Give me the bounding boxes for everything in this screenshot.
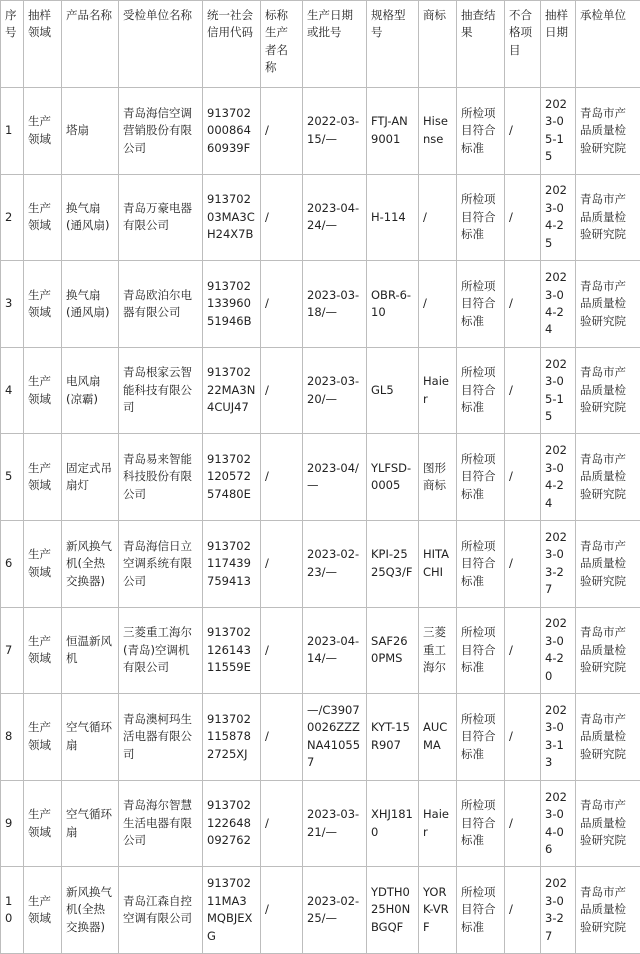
product-name-cell: 换气扇(通风扇) (62, 174, 119, 261)
trademark-cell: YORK-VRF (419, 867, 457, 954)
result-cell: 所检项目符合标准 (457, 694, 505, 781)
production-date-cell: 2023-02-23/— (303, 520, 367, 607)
header-credit-code: 统一社会信用代码 (203, 1, 261, 88)
credit-code-cell: 91370213396051946B (203, 261, 261, 348)
sampling-date-cell: 2023-04-06 (541, 780, 576, 867)
inspected-unit-cell: 青岛万豪电器有限公司 (119, 174, 203, 261)
nominal-producer-cell: / (261, 261, 303, 348)
credit-code-cell: 91370211MA3MQBJEXG (203, 867, 261, 954)
seq-cell: 10 (1, 867, 24, 954)
result-cell: 所检项目符合标准 (457, 88, 505, 175)
model-cell: H-114 (367, 174, 419, 261)
header-sampling-date: 抽样日期 (541, 1, 576, 88)
nominal-producer-cell: / (261, 780, 303, 867)
table-row (1, 520, 640, 607)
failed-items-cell: / (505, 607, 541, 694)
sampling-date-cell: 2023-04-24 (541, 434, 576, 521)
table-row (1, 261, 640, 348)
nominal-producer-cell: / (261, 867, 303, 954)
inspected-unit-cell: 青岛江森自控空调有限公司 (119, 867, 203, 954)
inspection-agency-cell: 青岛市产品质量检验研究院 (576, 174, 640, 261)
seq-cell: 1 (1, 88, 24, 175)
table-row (1, 434, 640, 521)
table-row (1, 607, 640, 694)
header-sampling-field: 抽样领域 (24, 1, 62, 88)
result-cell: 所检项目符合标准 (457, 867, 505, 954)
inspection-agency-cell: 青岛市产品质量检验研究院 (576, 867, 640, 954)
trademark-cell: HITACHI (419, 520, 457, 607)
inspection-agency-cell: 青岛市产品质量检验研究院 (576, 434, 640, 521)
table-row (1, 780, 640, 867)
table-row (1, 88, 640, 175)
production-date-cell: 2023-02-25/— (303, 867, 367, 954)
seq-cell: 4 (1, 347, 24, 434)
inspection-agency-cell: 青岛市产品质量检验研究院 (576, 261, 640, 348)
result-cell: 所检项目符合标准 (457, 347, 505, 434)
nominal-producer-cell: / (261, 520, 303, 607)
inspection-agency-cell: 青岛市产品质量检验研究院 (576, 520, 640, 607)
inspected-unit-cell: 青岛根家云智能科技有限公司 (119, 347, 203, 434)
table-row (1, 867, 640, 954)
production-date-cell: 2023-04-14/— (303, 607, 367, 694)
failed-items-cell: / (505, 867, 541, 954)
trademark-cell: Haier (419, 780, 457, 867)
trademark-cell: / (419, 261, 457, 348)
result-cell: 所检项目符合标准 (457, 261, 505, 348)
header-inspected-unit: 受检单位名称 (119, 1, 203, 88)
model-cell: SAF260PMS (367, 607, 419, 694)
product-name-cell: 空气循环扇 (62, 694, 119, 781)
credit-code-cell: 913702117439759413 (203, 520, 261, 607)
result-cell: 所检项目符合标准 (457, 434, 505, 521)
header-failed-items: 不合格项目 (505, 1, 541, 88)
sampling-date-cell: 2023-04-20 (541, 607, 576, 694)
trademark-cell: Hisense (419, 88, 457, 175)
sampling-field-cell: 生产领域 (24, 607, 62, 694)
product-name-cell: 新风换气机(全热交换器) (62, 520, 119, 607)
seq-cell: 6 (1, 520, 24, 607)
inspected-unit-cell: 青岛海尔智慧生活电器有限公司 (119, 780, 203, 867)
result-cell: 所检项目符合标准 (457, 607, 505, 694)
inspected-unit-cell: 青岛澳柯玛生活电器有限公司 (119, 694, 203, 781)
credit-code-cell: 91370203MA3CH24X7B (203, 174, 261, 261)
seq-cell: 2 (1, 174, 24, 261)
product-name-cell: 空气循环扇 (62, 780, 119, 867)
header-seq: 序号 (1, 1, 24, 88)
table-header-row (1, 1, 640, 88)
table-row (1, 347, 640, 434)
credit-code-cell: 913702115878 2725XJ (203, 694, 261, 781)
seq-cell: 9 (1, 780, 24, 867)
inspection-agency-cell: 青岛市产品质量检验研究院 (576, 347, 640, 434)
product-name-cell: 新风换气机(全热交换器) (62, 867, 119, 954)
production-date-cell: 2022-03-15/— (303, 88, 367, 175)
model-cell: GL5 (367, 347, 419, 434)
failed-items-cell: / (505, 261, 541, 348)
sampling-field-cell: 生产领域 (24, 347, 62, 434)
header-inspection-agency: 承检单位 (576, 1, 640, 88)
product-name-cell: 恒温新风机 (62, 607, 119, 694)
credit-code-cell: 91370212057257480E (203, 434, 261, 521)
table-row (1, 694, 640, 781)
model-cell: KPI-2525Q3/F (367, 520, 419, 607)
seq-cell: 8 (1, 694, 24, 781)
failed-items-cell: / (505, 347, 541, 434)
header-production-date: 生产日期或批号 (303, 1, 367, 88)
production-date-cell: 2023-04-24/— (303, 174, 367, 261)
nominal-producer-cell: / (261, 88, 303, 175)
sampling-date-cell: 2023-05-15 (541, 88, 576, 175)
seq-cell: 7 (1, 607, 24, 694)
sampling-field-cell: 生产领域 (24, 174, 62, 261)
production-date-cell: —/C39070026ZZZNA410557 (303, 694, 367, 781)
result-cell: 所检项目符合标准 (457, 174, 505, 261)
inspection-agency-cell: 青岛市产品质量检验研究院 (576, 607, 640, 694)
failed-items-cell: / (505, 520, 541, 607)
trademark-cell: AUCMA (419, 694, 457, 781)
nominal-producer-cell: / (261, 174, 303, 261)
sampling-date-cell: 2023-04-24 (541, 261, 576, 348)
failed-items-cell: / (505, 780, 541, 867)
product-name-cell: 塔扇 (62, 88, 119, 175)
product-name-cell: 固定式吊扇灯 (62, 434, 119, 521)
sampling-field-cell: 生产领域 (24, 434, 62, 521)
sampling-field-cell: 生产领域 (24, 88, 62, 175)
credit-code-cell: 91370212614311559E (203, 607, 261, 694)
model-cell: KYT-15R907 (367, 694, 419, 781)
production-date-cell: 2023-03-21/— (303, 780, 367, 867)
header-model: 规格型号 (367, 1, 419, 88)
sampling-field-cell: 生产领域 (24, 261, 62, 348)
sampling-date-cell: 2023-03-27 (541, 867, 576, 954)
trademark-cell: / (419, 174, 457, 261)
sampling-field-cell: 生产领域 (24, 694, 62, 781)
sampling-field-cell: 生产领域 (24, 520, 62, 607)
inspected-unit-cell: 青岛易来智能科技股份有限公司 (119, 434, 203, 521)
sampling-date-cell: 2023-03-27 (541, 520, 576, 607)
production-date-cell: 2023-04/— (303, 434, 367, 521)
nominal-producer-cell: / (261, 607, 303, 694)
seq-cell: 5 (1, 434, 24, 521)
production-date-cell: 2023-03-20/— (303, 347, 367, 434)
model-cell: FTJ-AN9001 (367, 88, 419, 175)
result-cell: 所检项目符合标准 (457, 780, 505, 867)
header-result: 抽查结果 (457, 1, 505, 88)
header-trademark: 商标 (419, 1, 457, 88)
nominal-producer-cell: / (261, 694, 303, 781)
production-date-cell: 2023-03-18/— (303, 261, 367, 348)
failed-items-cell: / (505, 694, 541, 781)
seq-cell: 3 (1, 261, 24, 348)
model-cell: YDTH025H0NBGQF (367, 867, 419, 954)
inspection-agency-cell: 青岛市产品质量检验研究院 (576, 88, 640, 175)
header-product-name: 产品名称 (62, 1, 119, 88)
inspected-unit-cell: 青岛海信日立空调系统有限公司 (119, 520, 203, 607)
trademark-cell: Haier (419, 347, 457, 434)
sampling-date-cell: 2023-03-13 (541, 694, 576, 781)
model-cell: XHJ1810 (367, 780, 419, 867)
failed-items-cell: / (505, 174, 541, 261)
credit-code-cell: 91370222MA3N4CUJ47 (203, 347, 261, 434)
table-row (1, 174, 640, 261)
credit-code-cell: 91370200086460939F (203, 88, 261, 175)
inspection-agency-cell: 青岛市产品质量检验研究院 (576, 694, 640, 781)
trademark-cell: 图形商标 (419, 434, 457, 521)
product-name-cell: 换气扇(通风扇) (62, 261, 119, 348)
failed-items-cell: / (505, 434, 541, 521)
table-body (1, 88, 640, 954)
inspection-agency-cell: 青岛市产品质量检验研究院 (576, 780, 640, 867)
failed-items-cell: / (505, 88, 541, 175)
model-cell: OBR-6-10 (367, 261, 419, 348)
trademark-cell: 三菱重工海尔 (419, 607, 457, 694)
model-cell: YLFSD-0005 (367, 434, 419, 521)
sampling-date-cell: 2023-04-25 (541, 174, 576, 261)
sampling-field-cell: 生产领域 (24, 867, 62, 954)
inspected-unit-cell: 青岛欧泊尔电器有限公司 (119, 261, 203, 348)
nominal-producer-cell: / (261, 434, 303, 521)
inspected-unit-cell: 青岛海信空调营销股份有限公司 (119, 88, 203, 175)
nominal-producer-cell: / (261, 347, 303, 434)
result-cell: 所检项目符合标准 (457, 520, 505, 607)
sampling-field-cell: 生产领域 (24, 780, 62, 867)
product-name-cell: 电风扇(凉霸) (62, 347, 119, 434)
sampling-date-cell: 2023-05-15 (541, 347, 576, 434)
header-nominal-producer: 标称生产者名称 (261, 1, 303, 88)
inspected-unit-cell: 三菱重工海尔(青岛)空调机有限公司 (119, 607, 203, 694)
credit-code-cell: 913702122648092762 (203, 780, 261, 867)
